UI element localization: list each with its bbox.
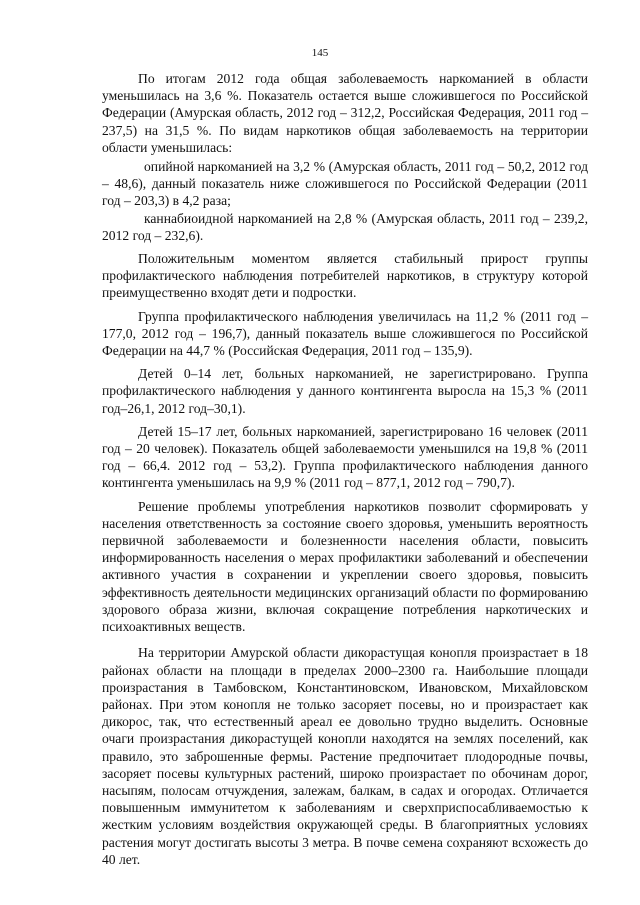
paragraph-cannabis-addiction: каннабиоидной наркоманией на 2,8 % (Амурская область, 2011 год – 239,2, 2012 год – 232,6). [102,210,588,243]
paragraph-opium-addiction: опийной наркоманией на 3,2 % (Амурская область, 2011 год – 50,2, 2012 год – 48,6), данный показатель ниже сложившегося по Российской Федерации (2011 год – 203,3) в 4,2 раза; [102,159,588,209]
paragraph-wild-hemp: На территории Амурской области дикорастущая конопля произрастает в 18 районах области на площади в пределах 2000–2300 га. Наибольшие площади произрастания в Тамбовском, Константиновском, Ивановском, Михайловском районах. При этом конопля не только засоряет посевы, но и произрастает как дикорос, так, что естественный ареал ее довольно трудно выделить. Основные очаги произрастания дикорастущей конопли находятся на землях поселений, как правило, это заброшенные фермы. Растение предпочитает плодородные почвы, засоряет посевы культурных растений, широко произрастает по обочинам дорог, насыпям, полосам отчуждения, залежам, балкам, в садах и огородах. Отличается повышенным иммунитетом к заболеваниям и сверхприспосабливаемостью к жестким условиям воздействия окружающей среды. В благоприятных условиях растения могут достигать высоты 3 метра. В почве семена сохраняют всхожесть до 40 лет. [102,645,588,867]
paragraph-teens-15-17: Детей 15–17 лет, больных наркоманией, зарегистрировано 16 человек (2011 год – 20 человек). Показатель общей заболеваемости уменьшился на 19,8 % (2011 год – 66,4. 2012 год – 53,2). Группа профилактического наблюдения данного контингента уменьшилась на 9,9 % (2011 год – 877,1, 2012 год – 790,7). [102,423,588,491]
paragraph-children-0-14: Детей 0–14 лет, больных наркоманией, не зарегистрировано. Группа профилактического наблюдения у данного контингента выросла на 15,3 % (2011 год–26,1, 2012 год–30,1). [102,366,588,416]
page-number: 145 [311,47,329,59]
paragraph-solution: Решение проблемы употребления наркотиков позволит сформировать у населения ответственность за состояние своего здоровья, уменьшить вероятность первичной заболеваемости и болезненности населения области, повысить информированность населения о мерах профилактики заболеваний и обеспечении активного участия в сохранении и укреплении своего здоровья, повысить эффективность деятельности медицинских организаций области по формированию здорового образа жизни, включая сокращение потребления наркотических и психоактивных веществ. [102,498,588,635]
paragraph-positive-trend: Положительным моментом является стабильный прирост группы профилактического наблюдения потребителей наркотиков, в структуру которой преимущественно входят дети и подростки. [102,251,588,301]
paragraph-total-morbidity: По итогам 2012 года общая заболеваемость наркоманией в области уменьшилась на 3,6 %. Показатель остается выше сложившегося по Российской Федерации (Амурская область, 2012 год – 312,2, Российская Федерация, 2011 год – 237,5) на 31,5 %. По видам наркотиков общая заболеваемость на территории области уменьшилась: [102,71,588,155]
paragraph-observation-group: Группа профилактического наблюдения увеличилась на 11,2 % (2011 год – 177,0, 2012 год – 196,7), данный показатель выше сложившегося по Российской Федерации на 44,7 % (Российская Федерация, 2011 год – 135,9). [102,308,588,359]
document-body [102,70,588,870]
